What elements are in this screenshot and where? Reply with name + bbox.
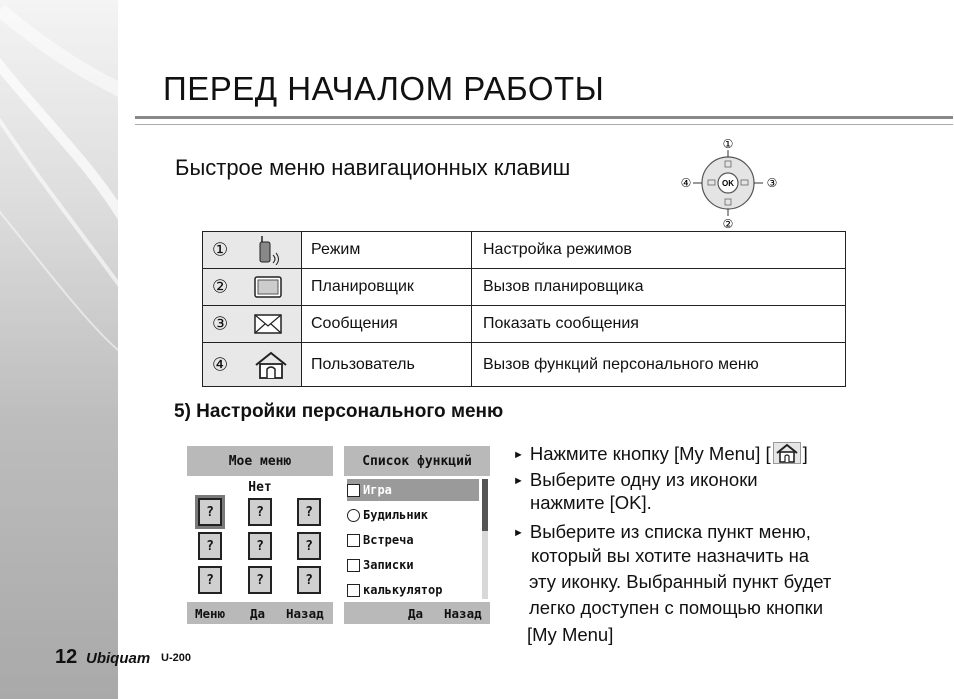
row-description: Вызов планировщика — [472, 269, 846, 306]
title-divider — [135, 116, 953, 119]
row-marker-cell — [203, 306, 302, 343]
row-description: Настройка режимов — [472, 232, 846, 269]
marker-1: ① — [722, 137, 734, 151]
envelope-icon — [254, 313, 282, 335]
row-marker-cell — [203, 269, 302, 306]
row-number: ① — [212, 239, 229, 260]
home-icon — [773, 442, 801, 464]
row-number: ③ — [212, 313, 229, 334]
softkey-center: Да — [250, 606, 266, 621]
softkey-right: Назад — [444, 606, 482, 621]
list-scrollbar — [482, 479, 488, 599]
instruction-step-3-line-5: [My Menu] — [527, 624, 614, 645]
marker-2: ② — [722, 217, 734, 231]
table-row — [203, 306, 846, 343]
screen-title: Мое меню — [187, 446, 333, 476]
row-name: Режим — [302, 232, 472, 269]
ok-key-label: OK — [722, 179, 734, 188]
instruction-step-2-cont: нажмите [OK]. — [530, 492, 652, 513]
menu-slot: ? — [297, 566, 321, 594]
row-name: Сообщения — [302, 306, 472, 343]
planner-icon — [254, 276, 282, 298]
instruction-step-3-line-2: который вы хотите назначить на — [531, 545, 810, 566]
swoosh-graphic — [0, 0, 118, 699]
table-row — [203, 232, 846, 269]
table-row — [203, 269, 846, 306]
softkey-bar — [187, 602, 333, 624]
row-description: Показать сообщения — [472, 306, 846, 343]
menu-slot: ? — [297, 498, 321, 526]
nav-function-table — [202, 231, 846, 387]
row-marker-cell — [203, 232, 302, 269]
softkey-left: Меню — [195, 606, 226, 621]
function-list-screen — [344, 446, 490, 624]
nav-keys-heading: Быстрое меню навигационных клавиш — [175, 155, 571, 180]
instruction-step-3: ► Выберите из списка пункт меню, — [513, 521, 811, 542]
row-number: ④ — [212, 354, 229, 374]
row-name: Планировщик — [302, 269, 472, 306]
instruction-step-1: ► Нажмите кнопку [My Menu] [ ] — [513, 443, 808, 464]
menu-slot: ? — [198, 532, 222, 560]
row-number: ② — [212, 276, 229, 297]
notes-icon — [347, 559, 360, 572]
softkey-right: Назад — [286, 606, 324, 621]
menu-slot: ? — [248, 498, 272, 526]
instruction-step-2: ► Выберите одну из иконоки — [513, 469, 758, 490]
bullet-arrow-icon: ► — [513, 527, 524, 539]
list-item: Записки — [347, 554, 479, 576]
my-menu-screen — [187, 446, 333, 624]
table-row — [203, 343, 846, 387]
alarm-icon — [347, 509, 360, 522]
menu-slot: ? — [248, 532, 272, 560]
list-item: Будильник — [347, 504, 479, 526]
calculator-icon — [347, 584, 360, 597]
menu-slot: ? — [297, 532, 321, 560]
list-item: Игра — [347, 479, 479, 501]
bullet-arrow-icon: ► — [513, 475, 524, 487]
meeting-icon — [347, 534, 360, 547]
decorative-side-band — [0, 0, 118, 699]
page-title: ПЕРЕД НАЧАЛОМ РАБОТЫ — [163, 70, 605, 107]
menu-slot: ? — [198, 498, 222, 526]
list-item: Встреча — [347, 529, 479, 551]
bullet-arrow-icon: ► — [513, 449, 524, 461]
menu-slot: ? — [248, 566, 272, 594]
row-marker-cell — [203, 343, 302, 387]
phone-mode-icon — [254, 235, 280, 265]
page-number: 12 — [55, 646, 78, 668]
row-name: Пользователь — [302, 343, 472, 387]
row-description: Вызов функций персонального меню — [472, 343, 846, 387]
instruction-step-3-line-4: легко доступен с помощью кнопки — [529, 597, 824, 618]
marker-3: ③ — [766, 176, 778, 190]
softkey-bar — [344, 602, 490, 624]
menu-slot: ? — [198, 566, 222, 594]
nav-key-diagram — [676, 135, 786, 231]
model-name: U-200 — [161, 652, 191, 664]
softkey-center: Да — [408, 606, 424, 621]
screen-label: Нет — [248, 480, 272, 495]
game-icon — [347, 484, 360, 497]
marker-4: ④ — [680, 176, 692, 190]
home-icon — [254, 351, 288, 379]
brand-name: Ubiquam — [86, 650, 151, 667]
list-item: калькулятор — [347, 579, 479, 601]
screen-title: Список функций — [344, 446, 490, 476]
scrollbar-thumb — [482, 479, 488, 531]
title-divider-thin — [135, 124, 953, 125]
instruction-step-3-line-3: эту иконку. Выбранный пункт будет — [529, 571, 832, 592]
section-heading: 5) Настройки персонального меню — [174, 401, 504, 422]
